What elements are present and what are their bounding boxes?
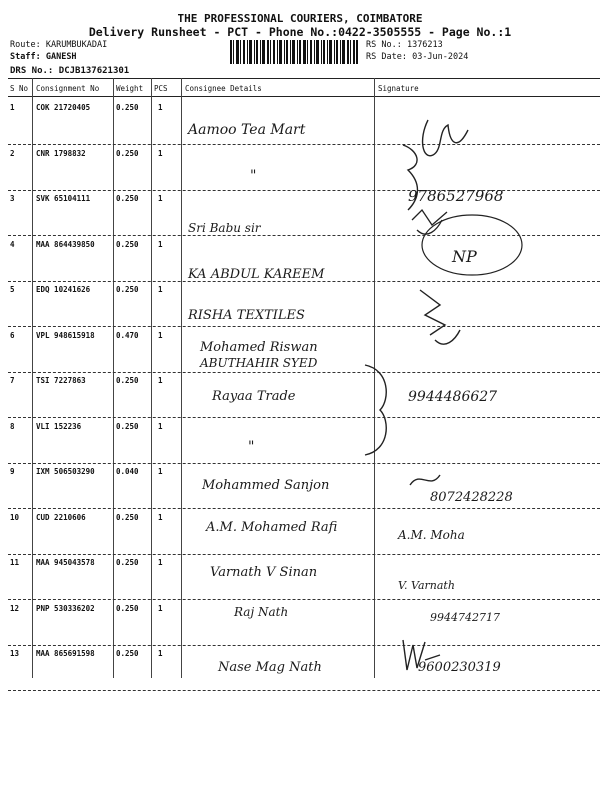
rs-date-value: 03-Jun-2024 [412,52,469,62]
signature-handwriting: ABUTHAHIR SYED [200,355,318,370]
signature-handwriting: 9786527968 [408,187,504,205]
rs-no-label: RS No.: [366,40,402,50]
consignment-number: SVK 65104111 [36,194,91,203]
weight-value: 0.250 [116,603,139,613]
consignment-number: PNP 530336202 [36,603,95,613]
col-header-consignee: Consignee Details [185,84,262,93]
consignee-handwriting: Mohamed Riswan [200,339,318,355]
signature-handwriting: 9944486627 [408,389,498,405]
consignee-handwriting: Mohammed Sanjon [202,478,330,493]
serial-number: 2 [10,148,15,158]
pcs-value: 1 [158,330,163,340]
table-row [0,419,600,465]
serial-number: 1 [10,103,15,112]
consignee-handwriting: A.M. Mohamed Rafi [206,519,338,535]
consignment-number: MAA 865691598 [36,649,95,658]
weight-value: 0.250 [116,285,139,294]
table-row [0,646,600,692]
signature-handwriting: A.M. Moha [398,527,465,542]
signature-handwriting: NP [452,246,477,266]
rs-date-label: RS Date: [366,52,407,62]
col-header-sno: S No [10,84,29,93]
pcs-value: 1 [158,103,163,112]
runsheet-subtitle: Delivery Runsheet - PCT - Phone No.:0422-3505555 - Page No.:1 [88,25,512,39]
table-row [0,282,600,328]
consignee-handwriting: Aamoo Tea Mart [188,122,306,138]
consignment-number: CUD 2210606 [36,512,86,522]
consignment-number: MAA 945043578 [36,558,95,567]
company-title: THE PROFESSIONAL COURIERS, COIMBATORE [177,12,423,25]
table-row [0,601,600,647]
drs-line [10,66,129,76]
col-header-signature: Signature [378,84,419,93]
table-row [0,100,600,146]
header-bottom-rule [8,96,600,97]
consignee-handwriting: Sri Babu sir [188,221,261,235]
signature-row-13 [395,630,445,675]
pcs-value: 1 [158,512,163,522]
table-row [0,555,600,601]
pcs-value: 1 [158,148,163,158]
consignee-handwriting: " [248,438,255,455]
consignee-handwriting: Varnath V Sinan [210,565,318,580]
col-header-pcs: PCS [154,84,168,93]
serial-number: 6 [10,330,15,340]
route-line [10,40,107,50]
consignment-number: VLI 152236 [36,421,82,431]
signature-handwriting: 8072428228 [430,490,513,505]
weight-value: 0.250 [116,376,139,385]
col-header-weight: Weight [116,84,144,93]
staff-line [10,52,77,62]
staff-value: GANESH [45,52,77,62]
consignment-number: IXM 506503290 [36,467,95,476]
weight-value: 0.250 [116,148,139,158]
table-row [0,328,600,374]
pcs-value: 1 [158,467,163,476]
serial-number: 7 [10,376,15,385]
weight-value: 0.250 [116,558,139,567]
weight-value: 0.250 [116,421,139,431]
pcs-value: 1 [158,649,163,658]
consignment-number: MAA 864439850 [36,239,95,249]
consignee-handwriting: KA ABDUL KAREEM [188,266,325,282]
weight-value: 0.040 [116,467,139,476]
table-row [0,146,600,192]
serial-number: 3 [10,194,15,203]
pcs-value: 1 [158,603,163,613]
serial-number: 13 [10,649,20,658]
serial-number: 4 [10,239,15,249]
weight-value: 0.250 [116,512,139,522]
rs-no-line [366,40,443,50]
consignment-number: CNR 1798832 [36,148,86,158]
consignment-number: TSI 7227863 [36,376,86,385]
weight-value: 0.250 [116,239,139,249]
staff-label: Staff: [10,52,41,62]
serial-number: 12 [10,603,20,613]
weight-value: 0.250 [116,194,139,203]
weight-value: 0.470 [116,330,139,340]
drs-value: DCJB137621301 [58,66,130,76]
serial-number: 9 [10,467,15,476]
consignee-handwriting: Nase Mag Nath [218,660,322,675]
consignment-number: EDQ 10241626 [36,285,91,294]
pcs-value: 1 [158,239,163,249]
table-row [0,373,600,419]
pcs-value: 1 [158,285,163,294]
signature-row-5 [410,280,470,360]
route-label: Route: [10,40,41,50]
drs-label: DRS No.: [10,66,54,76]
rs-date-line [366,52,468,62]
route-value: KARUMBUKADAI [45,40,108,50]
pcs-value: 1 [158,194,163,203]
table-row [0,464,600,510]
consignee-handwriting: Raj Nath [234,604,289,619]
rs-no-value: 1376213 [406,40,443,50]
consignee-handwriting: " [250,167,257,184]
signature-handwriting: V. Varnath [398,579,455,592]
weight-value: 0.250 [116,649,139,658]
table-row [0,510,600,556]
pcs-value: 1 [158,421,163,431]
consignee-handwriting: RISHA TEXTILES [188,308,305,323]
pcs-value: 1 [158,376,163,385]
serial-number: 11 [10,558,20,567]
table-top-rule [8,78,600,79]
weight-value: 0.250 [116,103,139,112]
row-divider [8,690,600,691]
brace-mark [360,360,400,460]
serial-number: 5 [10,285,15,294]
consignment-number: COK 21720405 [36,103,91,112]
consignee-handwriting: Rayaa Trade [212,389,296,404]
consignment-number: VPL 948615918 [36,330,95,340]
col-header-consignment: Consignment No [36,84,100,93]
signature-row-9 [400,460,450,500]
barcode [230,40,358,64]
signature-handwriting: 9944742717 [430,610,500,624]
signature-handwriting: 9600230319 [418,660,501,675]
signature-row-4 [392,200,532,280]
pcs-value: 1 [158,558,163,567]
serial-number: 10 [10,512,20,522]
serial-number: 8 [10,421,15,431]
